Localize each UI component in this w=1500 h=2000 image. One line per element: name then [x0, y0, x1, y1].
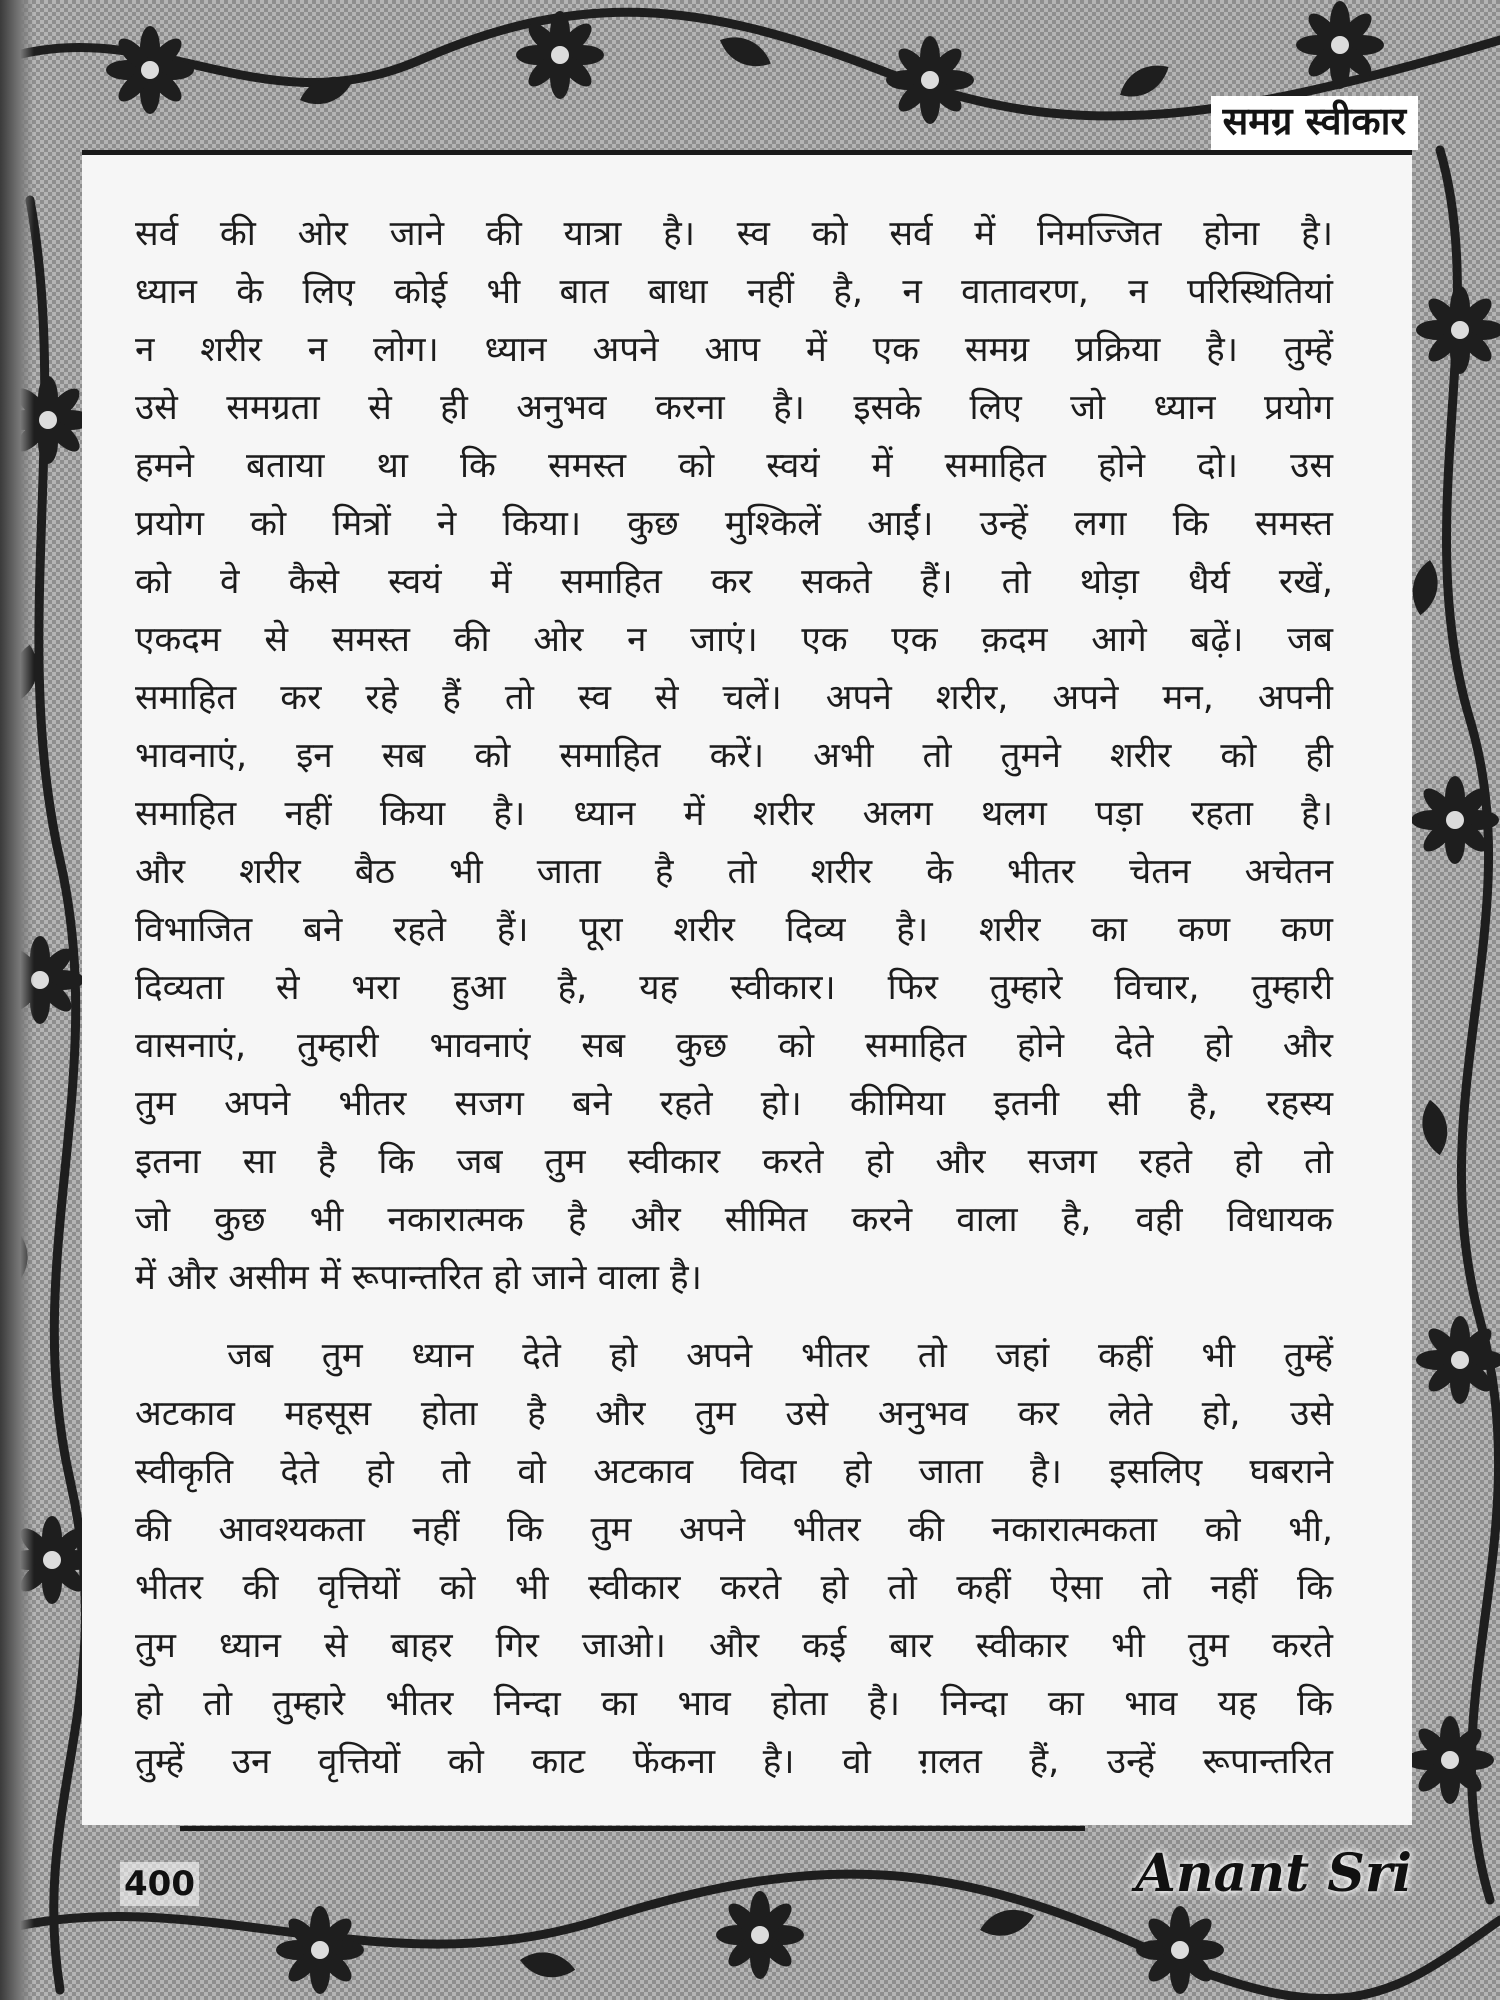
text-column — [135, 205, 1333, 1791]
text-line: को वे कैसे स्वयं में समाहित कर सकते हैं। तो थोड़ा धैर्य रखें, — [135, 562, 1333, 602]
text-line: प्रयोग को मित्रों ने किया। कुछ मुश्किलें आईं। उन्हें लगा कि समस्त — [135, 504, 1333, 544]
paragraph-1 — [135, 205, 1333, 1307]
text-line: दिव्यता से भरा हुआ है, यह स्वीकार। फिर तुम्हारे विचार, तुम्हारी — [135, 968, 1333, 1008]
text-panel — [82, 155, 1412, 1825]
text-line: समाहित कर रहे हैं तो स्व से चलें। अपने शरीर, अपने मन, अपनी — [135, 678, 1333, 718]
paragraph-2 — [135, 1327, 1333, 1791]
text-line: स्वीकृति देते हो तो वो अटकाव विदा हो जाता है। इसलिए घबराने — [135, 1452, 1333, 1492]
text-line: उसे समग्रता से ही अनुभव करना है। इसके लिए जो ध्यान प्रयोग — [135, 388, 1333, 428]
text-line: की आवश्यकता नहीं कि तुम अपने भीतर की नकारात्मकता को भी, — [135, 1510, 1333, 1550]
footer-rule — [180, 1826, 1085, 1831]
text-line: वासनाएं, तुम्हारी भावनाएं सब कुछ को समाहित होने देते हो और — [135, 1026, 1333, 1066]
text-line: समाहित नहीं किया है। ध्यान में शरीर अलग थलग पड़ा रहता है। — [135, 794, 1333, 834]
text-line: तुम अपने भीतर सजग बने रहते हो। कीमिया इतनी सी है, रहस्य — [135, 1084, 1333, 1124]
text-line: सर्व की ओर जाने की यात्रा है। स्व को सर्व में निमज्जित होना है। — [135, 214, 1333, 254]
text-line: में और असीम में रूपान्तरित हो जाने वाला है। — [135, 1258, 702, 1298]
text-line: भीतर की वृत्तियों को भी स्वीकार करते हो तो कहीं ऐसा तो नहीं कि — [135, 1568, 1333, 1608]
text-line: भावनाएं, इन सब को समाहित करें। अभी तो तुमने शरीर को ही — [135, 736, 1333, 776]
author-signature: Anant Sri — [1135, 1843, 1412, 1904]
text-line: विभाजित बने रहते हैं। पूरा शरीर दिव्य है। शरीर का कण कण — [135, 910, 1333, 950]
section-title: समग्र स्वीकार — [1211, 96, 1418, 150]
text-line: हमने बताया था कि समस्त को स्वयं में समाहित होने दो। उस — [135, 446, 1333, 486]
text-line: जो कुछ भी नकारात्मक है और सीमित करने वाला है, वही विधायक — [135, 1200, 1333, 1240]
text-line: ध्यान के लिए कोई भी बात बाधा नहीं है, न वातावरण, न परिस्थितियां — [135, 272, 1333, 312]
book-binding-shadow — [0, 0, 34, 2000]
text-line: एकदम से समस्त की ओर न जाएं। एक एक क़दम आगे बढ़ें। जब — [135, 620, 1333, 660]
text-line: तुम ध्यान से बाहर गिर जाओ। और कई बार स्वीकार भी तुम करते — [135, 1626, 1333, 1666]
text-line: और शरीर बैठ भी जाता है तो शरीर के भीतर चेतन अचेतन — [135, 852, 1333, 892]
text-line: जब तुम ध्यान देते हो अपने भीतर तो जहां कहीं भी तुम्हें — [227, 1336, 1333, 1376]
text-line: अटकाव महसूस होता है और तुम उसे अनुभव कर लेते हो, उसे — [135, 1394, 1333, 1434]
text-line: इतना सा है कि जब तुम स्वीकार करते हो और सजग रहते हो तो — [135, 1142, 1333, 1182]
text-line: हो तो तुम्हारे भीतर निन्दा का भाव होता है। निन्दा का भाव यह कि — [135, 1684, 1333, 1724]
text-line: तुम्हें उन वृत्तियों को काट फेंकना है। वो ग़लत हैं, उन्हें रूपान्तरित — [135, 1742, 1333, 1782]
text-line: न शरीर न लोग। ध्यान अपने आप में एक समग्र प्रक्रिया है। तुम्हें — [135, 330, 1333, 370]
page-number: 400 — [120, 1862, 199, 1906]
